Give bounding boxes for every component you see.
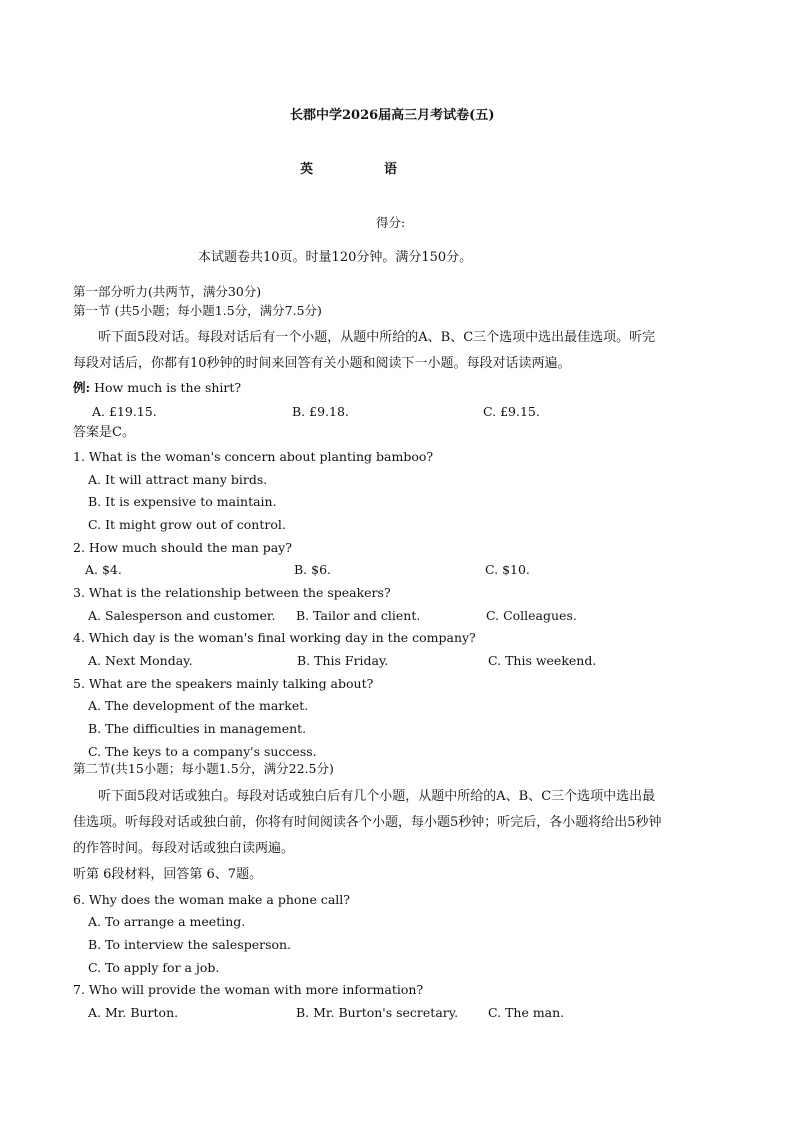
question-4: 4. Which day is the woman's final working day in the company? xyxy=(73,630,476,645)
question-5: 5. What are the speakers mainly talking about? xyxy=(73,676,374,691)
section1-instructions-2: 每段对话后，你都有10秒钟的时间来回答有关小题和阅读下一小题。每段对话读两遍。 xyxy=(73,356,571,371)
q4-option-a: A. Next Monday. xyxy=(88,653,193,668)
q5-option-b: B. The difficulties in management. xyxy=(88,721,307,736)
example-question-line xyxy=(73,380,241,396)
section1-title: 第一节 (共5小题；每小题1.5分，满分7.5分) xyxy=(73,303,322,318)
example-option-b: B. £9.18. xyxy=(292,404,349,419)
material-note: 听第 6段材料，回答第 6、7题。 xyxy=(73,867,263,882)
example-label: 例: xyxy=(73,380,91,395)
q1-option-b: B. It is expensive to maintain. xyxy=(88,494,277,509)
question-1: 1. What is the woman's concern about planting bamboo? xyxy=(73,449,434,464)
q6-option-b: B. To interview the salesperson. xyxy=(88,937,292,952)
section2-instructions-2: 佳选项。听每段对话或独白前，你将有时间阅读各个小题，每小题5秒钟；听完后，各小题将给出5秒钟 xyxy=(73,815,662,830)
example-option-a: A. £19.15. xyxy=(92,404,157,419)
q5-option-c: C. The keys to a company's success. xyxy=(88,744,317,759)
exam-info: 本试题卷共10页。时量120分钟。满分150分。 xyxy=(198,250,473,265)
section2-title: 第二节(共15小题；每小题1.5分，满分22.5分) xyxy=(73,761,334,776)
example-option-c: C. £9.15. xyxy=(483,404,540,419)
q2-option-a: A. $4. xyxy=(85,562,122,577)
question-7: 7. Who will provide the woman with more information? xyxy=(73,982,424,997)
q5-option-a: A. The development of the market. xyxy=(88,698,309,713)
q4-option-b: B. This Friday. xyxy=(297,653,389,668)
question-3: 3. What is the relationship between the speakers? xyxy=(73,585,391,600)
example-question: How much is the shirt? xyxy=(94,380,242,395)
q7-option-a: A. Mr. Burton. xyxy=(88,1005,179,1020)
subject-char-2: 语 xyxy=(384,162,398,177)
section2-instructions-1: 听下面5段对话或独白。每段对话或独白后有几个小题，从题中所给的A、B、C三个选项中选出最 xyxy=(98,789,656,804)
part1-title: 第一部分听力(共两节，满分30分) xyxy=(73,284,262,299)
example-answer: 答案是C。 xyxy=(73,425,135,440)
q7-option-c: C. The man. xyxy=(488,1005,565,1020)
q1-option-a: A. It will attract many birds. xyxy=(88,472,268,487)
q3-option-c: C. Colleagues. xyxy=(486,608,577,623)
score-label: 得分: xyxy=(376,215,406,230)
exam-title: 长郡中学2026届高三月考试卷(五) xyxy=(290,108,495,123)
q3-option-b: B. Tailor and client. xyxy=(296,608,421,623)
q2-option-b: B. $6. xyxy=(294,562,332,577)
q2-option-c: C. $10. xyxy=(485,562,530,577)
question-6: 6. Why does the woman make a phone call? xyxy=(73,892,350,907)
q4-option-c: C. This weekend. xyxy=(488,653,597,668)
q6-option-a: A. To arrange a meeting. xyxy=(88,914,246,929)
q3-option-a: A. Salesperson and customer. xyxy=(88,608,276,623)
q6-option-c: C. To apply for a job. xyxy=(88,960,220,975)
section2-instructions-3: 的作答时间。每段对话或独白读两遍。 xyxy=(73,841,295,856)
question-2: 2. How much should the man pay? xyxy=(73,540,292,555)
section1-instructions-1: 听下面5段对话。每段对话后有一个小题，从题中所给的A、B、C三个选项中选出最佳选项。听完 xyxy=(98,330,656,345)
q7-option-b: B. Mr. Burton's secretary. xyxy=(296,1005,459,1020)
q1-option-c: C. It might grow out of control. xyxy=(88,517,286,532)
subject-char-1: 英 xyxy=(300,162,314,177)
